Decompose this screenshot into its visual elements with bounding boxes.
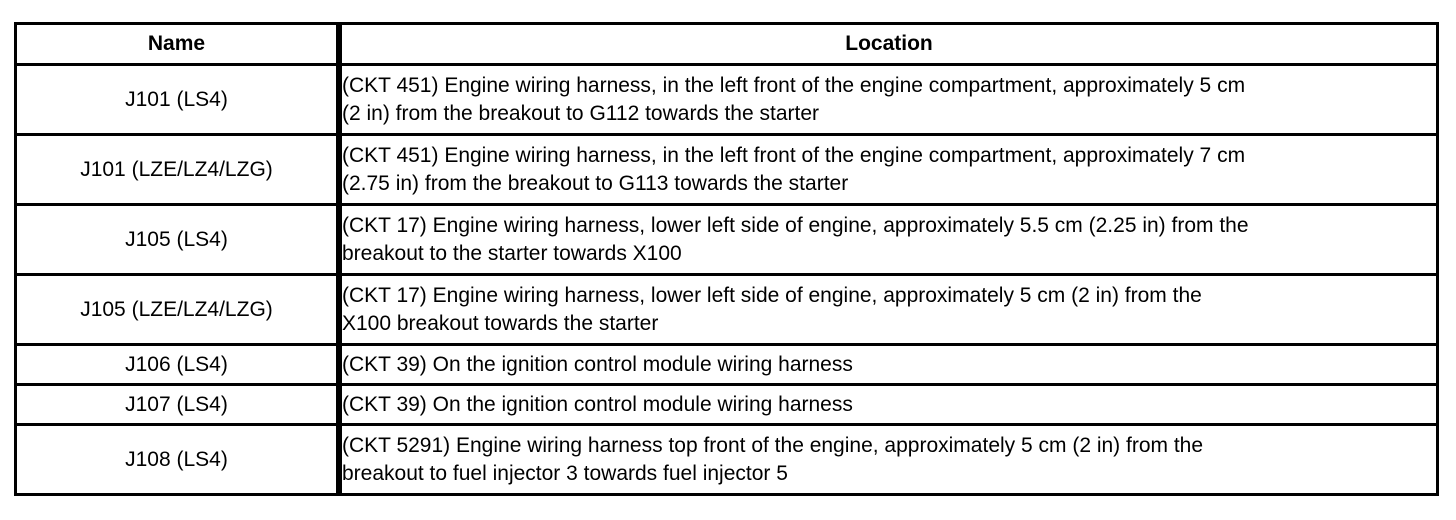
location-cell <box>339 426 1439 496</box>
location-line: breakout to the starter towards X100 <box>342 241 682 265</box>
column-header-name: Name <box>17 25 339 66</box>
table-row <box>17 386 1439 426</box>
table-header <box>17 25 1439 66</box>
location-line: (CKT 39) On the ignition control module wiring harness <box>342 352 853 376</box>
location-line: X100 breakout towards the starter <box>342 311 659 335</box>
name-cell: J107 (LS4) <box>17 386 339 426</box>
table-body <box>17 66 1439 496</box>
location-cell <box>339 346 1439 386</box>
location-cell <box>339 66 1439 136</box>
splice-location-table <box>14 22 1439 496</box>
table-row <box>17 276 1439 346</box>
location-cell <box>339 386 1439 426</box>
location-cell <box>339 136 1439 206</box>
name-cell: J105 (LZE/LZ4/LZG) <box>17 276 339 346</box>
table-row <box>17 66 1439 136</box>
table-row <box>17 206 1439 276</box>
name-cell: J101 (LS4) <box>17 66 339 136</box>
location-line: breakout to fuel injector 3 towards fuel injector 5 <box>342 461 788 485</box>
location-line: (CKT 451) Engine wiring harness, in the left front of the engine compartment, approximately 7 cm <box>342 143 1246 167</box>
name-cell: J108 (LS4) <box>17 426 339 496</box>
name-cell: J106 (LS4) <box>17 346 339 386</box>
location-cell <box>339 276 1439 346</box>
table-row <box>17 346 1439 386</box>
location-cell <box>339 206 1439 276</box>
location-line: (CKT 39) On the ignition control module wiring harness <box>342 392 853 416</box>
table-row <box>17 136 1439 206</box>
header-row <box>17 25 1439 66</box>
name-cell: J101 (LZE/LZ4/LZG) <box>17 136 339 206</box>
splice-location-table-container <box>14 22 1439 496</box>
column-header-location: Location <box>339 25 1439 66</box>
location-line: (2.75 in) from the breakout to G113 towards the starter <box>342 171 849 195</box>
location-line: (CKT 451) Engine wiring harness, in the left front of the engine compartment, approximately 5 cm <box>342 73 1246 97</box>
table-row <box>17 426 1439 496</box>
location-line: (2 in) from the breakout to G112 towards the starter <box>342 101 820 125</box>
name-cell: J105 (LS4) <box>17 206 339 276</box>
location-line: (CKT 5291) Engine wiring harness top front of the engine, approximately 5 cm (2 in) from the <box>342 433 1204 457</box>
location-line: (CKT 17) Engine wiring harness, lower left side of engine, approximately 5 cm (2 in) from the <box>342 283 1202 307</box>
location-line: (CKT 17) Engine wiring harness, lower left side of engine, approximately 5.5 cm (2.25 in) from the <box>342 213 1249 237</box>
